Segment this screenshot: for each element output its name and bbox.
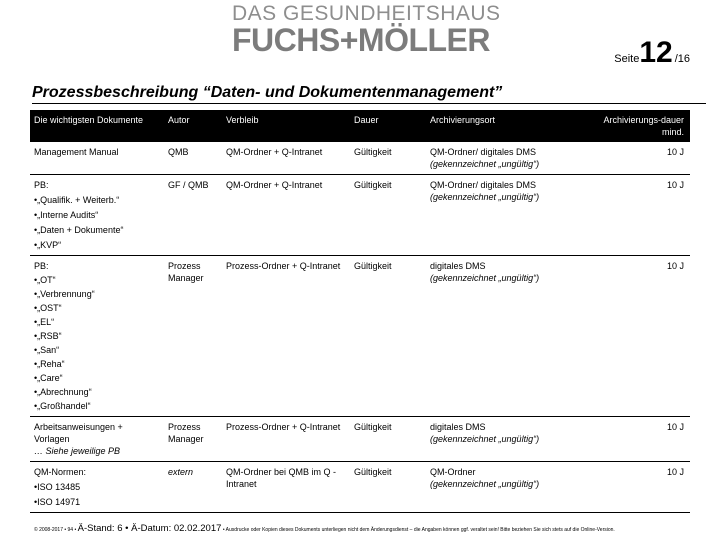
archive-note: (gekennzeichnet „ungültig“) <box>430 434 540 444</box>
logo-wordmark: FUCHS+MÖLLER <box>232 22 490 58</box>
document-item: • „Daten + Dokumente“ <box>34 224 160 236</box>
cell-document <box>30 256 164 417</box>
document-item: • „RSB“ <box>34 330 160 342</box>
table-row <box>30 175 690 256</box>
documents-table <box>30 110 690 513</box>
column-header-archive-duration: Archivierungs-dauer mind. <box>582 110 690 142</box>
page-title: Prozessbeschreibung “Daten- und Dokumentenmanagement” <box>32 84 503 101</box>
document-item: • „Großhandel“ <box>34 400 160 412</box>
page-label: Seite <box>614 53 640 65</box>
cell-archive-duration: 10 J <box>582 142 690 175</box>
archive-note: (gekennzeichnet „ungültig“) <box>430 273 540 283</box>
document-name: Management Manual <box>34 147 119 157</box>
cell-location: Prozess-Ordner + Q-Intranet <box>222 417 350 462</box>
column-header-author: Autor <box>164 110 222 142</box>
cell-document <box>30 175 164 256</box>
document-name: Arbeitsanweisungen + Vorlagen <box>34 422 123 444</box>
cell-archive <box>426 142 582 175</box>
cell-archive-duration: 10 J <box>582 462 690 513</box>
footer-copyright: © 2008-2017 • 94 • <box>34 527 77 533</box>
company-logo <box>232 2 501 64</box>
document-name: QM-Normen: <box>34 467 87 477</box>
cell-location: QM-Ordner + Q-Intranet <box>222 142 350 175</box>
page-footer <box>34 523 615 534</box>
document-item: • „Care“ <box>34 372 160 384</box>
document-item: • „Interne Audits“ <box>34 209 160 221</box>
cell-author: Prozess Manager <box>164 256 222 417</box>
cell-archive-duration: 10 J <box>582 256 690 417</box>
page-indicator <box>614 36 690 70</box>
archive-location: QM-Ordner/ digitales DMS <box>430 180 537 190</box>
archive-note: (gekennzeichnet „ungültig“) <box>430 192 540 202</box>
table-header-row <box>30 110 690 142</box>
title-divider <box>32 103 706 104</box>
column-header-duration: Dauer <box>350 110 426 142</box>
cell-author: QMB <box>164 142 222 175</box>
cell-duration: Gültigkeit <box>350 256 426 417</box>
document-name: PB: <box>34 261 49 271</box>
archive-location: digitales DMS <box>430 422 486 432</box>
cell-document <box>30 417 164 462</box>
cell-author: GF / QMB <box>164 175 222 256</box>
archive-location: QM-Ordner <box>430 467 476 477</box>
document-item: • „KVP“ <box>34 239 160 251</box>
document-note: … Siehe jeweilige PB <box>34 446 121 456</box>
column-header-documents: Die wichtigsten Dokumente <box>30 110 164 142</box>
cell-duration: Gültigkeit <box>350 462 426 513</box>
document-item: • „OT“ <box>34 274 160 286</box>
document-item: • „Reha“ <box>34 358 160 370</box>
cell-location: Prozess-Ordner + Q-Intranet <box>222 256 350 417</box>
cell-duration: Gültigkeit <box>350 175 426 256</box>
document-item: • „EL“ <box>34 316 160 328</box>
document-item: • „OST“ <box>34 302 160 314</box>
column-header-location: Verbleib <box>222 110 350 142</box>
document-item: • „Qualifik. + Weiterb.“ <box>34 194 160 206</box>
table-row <box>30 142 690 175</box>
cell-location: QM-Ordner + Q-Intranet <box>222 175 350 256</box>
table-row <box>30 462 690 513</box>
cell-author: extern <box>164 462 222 513</box>
cell-document <box>30 462 164 513</box>
document-item: • ISO 14971 <box>34 496 160 508</box>
column-header-archive-location: Archivierungsort <box>426 110 582 142</box>
cell-duration: Gültigkeit <box>350 142 426 175</box>
archive-location: digitales DMS <box>430 261 486 271</box>
table-row <box>30 417 690 462</box>
cell-document <box>30 142 164 175</box>
footer-note: • Ausdrucke oder Kopien dieses Dokuments unterliegen nicht dem Änderungsdienst – die Angaben können ggf. veraltet sein! Bitte beziehen Sie sich stets auf die Online-Version. <box>222 527 615 533</box>
cell-archive <box>426 417 582 462</box>
cell-location: QM-Ordner bei QMB im Q -Intranet <box>222 462 350 513</box>
document-item: • ISO 13485 <box>34 481 160 493</box>
document-item: • „Abrechnung“ <box>34 386 160 398</box>
document-name: PB: <box>34 180 49 190</box>
cell-duration: Gültigkeit <box>350 417 426 462</box>
archive-note: (gekennzeichnet „ungültig“) <box>430 159 540 169</box>
logo-tagline: DAS GESUNDHEITSHAUS <box>232 2 501 25</box>
document-item: • „Verbrennung“ <box>34 288 160 300</box>
table-row <box>30 256 690 417</box>
cell-archive-duration: 10 J <box>582 175 690 256</box>
footer-revision: Ä-Stand: 6 • Ä-Datum: 02.02.2017 <box>77 523 222 534</box>
page-number: 12 <box>639 36 673 69</box>
cell-archive-duration: 10 J <box>582 417 690 462</box>
cell-archive <box>426 256 582 417</box>
cell-archive <box>426 462 582 513</box>
archive-location: QM-Ordner/ digitales DMS <box>430 147 537 157</box>
cell-author: Prozess Manager <box>164 417 222 462</box>
cell-archive <box>426 175 582 256</box>
document-item: • „San“ <box>34 344 160 356</box>
page-total: /16 <box>674 53 690 65</box>
archive-note: (gekennzeichnet „ungültig“) <box>430 479 540 489</box>
